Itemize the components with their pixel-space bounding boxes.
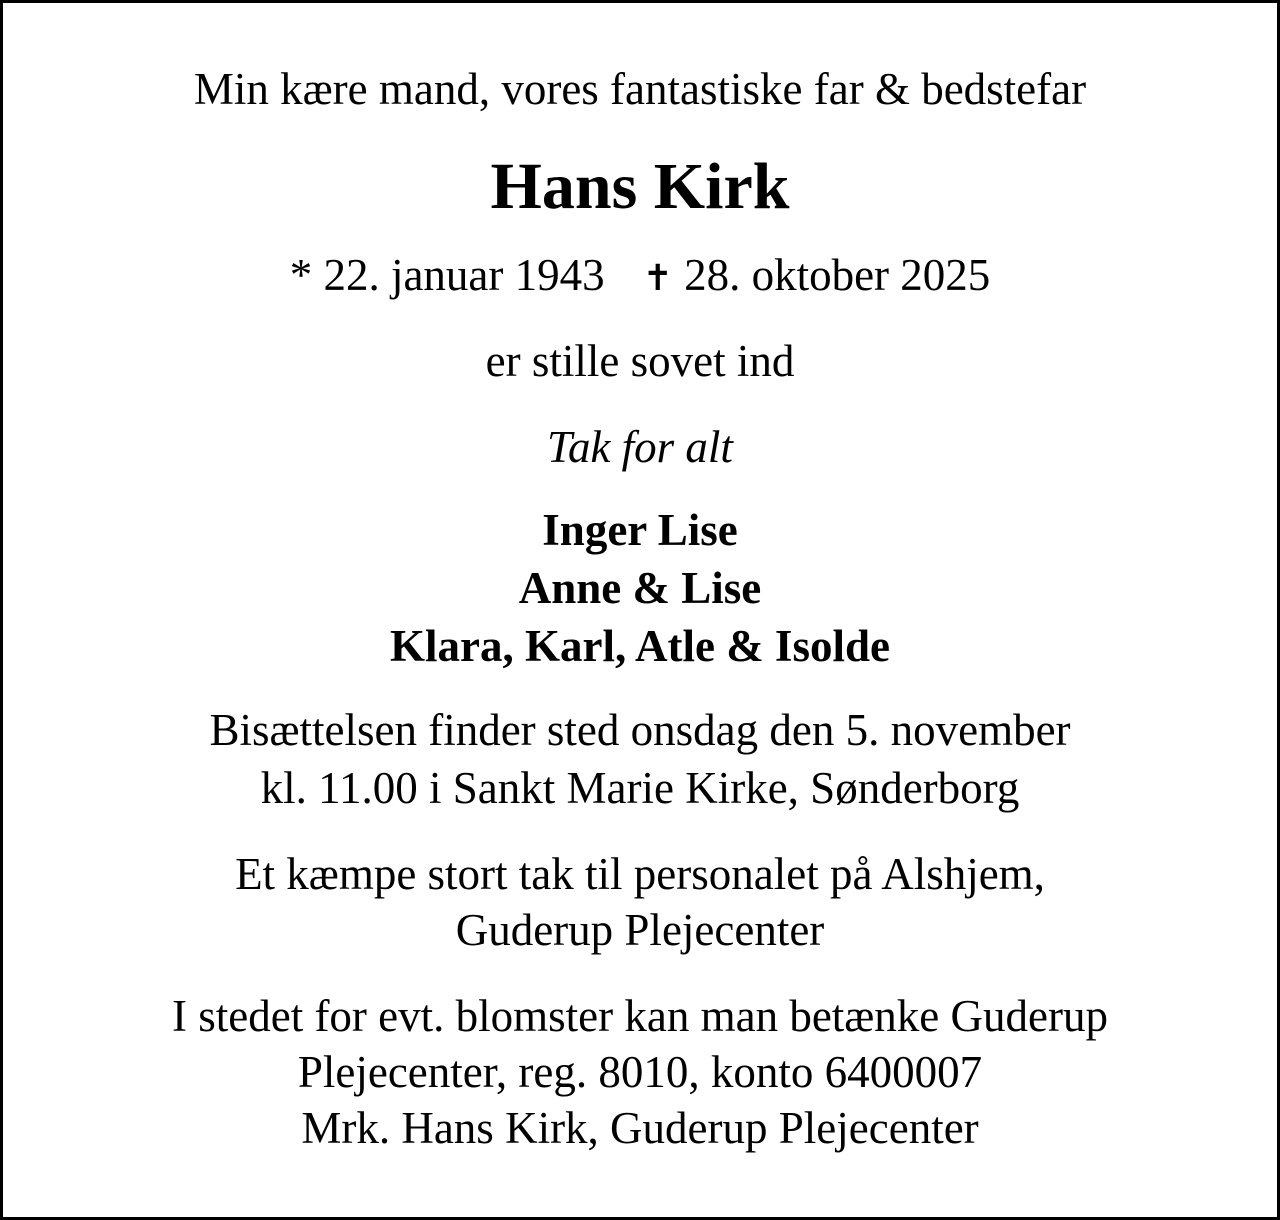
donation-line: Mrk. Hans Kirk, Guderup Plejecenter: [301, 1103, 979, 1153]
donation-line: Plejecenter, reg. 8010, konto 6400007: [297, 1047, 983, 1097]
intro-text: Min kære mand, vores fantastiske far & bedstefar: [193, 64, 1087, 114]
staff-thanks: [3, 846, 1277, 958]
life-dates: [3, 247, 1277, 307]
donation-line: I stedet for evt. blomster kan man betænke Guderup: [172, 991, 1108, 1041]
funeral-info: [3, 701, 1277, 817]
passing-text: er stille sovet ind: [485, 336, 795, 386]
birth-symbol: *: [289, 250, 313, 300]
donation-info: [3, 988, 1277, 1156]
staff-thanks-line: Et kæmpe stort tak til personalet på Alshjem,: [235, 849, 1045, 899]
family-line: Inger Lise: [542, 505, 738, 555]
death-date: 28. oktober 2025: [684, 250, 991, 300]
deceased-name: Hans Kirk: [490, 150, 790, 223]
family-line: Klara, Karl, Atle & Isolde: [390, 621, 890, 671]
funeral-line: kl. 11.00 i Sankt Marie Kirke, Sønderborg: [260, 763, 1020, 813]
funeral-line: Bisættelsen finder sted onsdag den 5. november: [209, 705, 1071, 755]
thanks-text: Tak for alt: [547, 422, 733, 472]
birth-date: 22. januar 1943: [323, 250, 605, 300]
family-names: [3, 501, 1277, 675]
staff-thanks-line: Guderup Plejecenter: [455, 905, 825, 955]
family-line: Anne & Lise: [518, 563, 762, 613]
cross-icon: ✝: [642, 258, 673, 299]
